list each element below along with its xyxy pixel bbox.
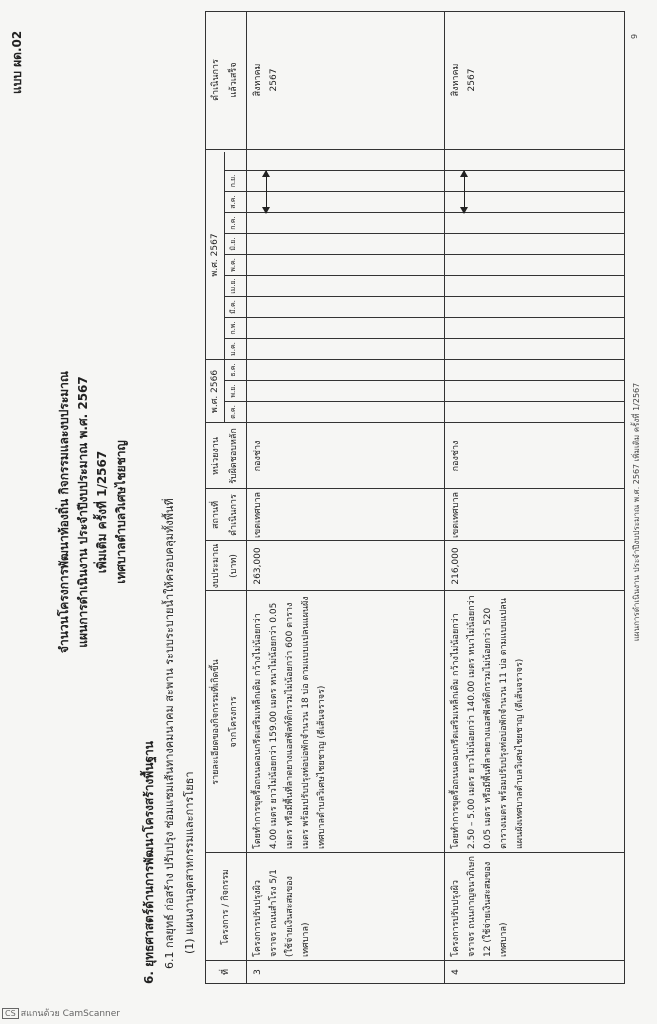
header-detail-2: จากโครงการ — [229, 696, 239, 748]
row-3-project: โครงการปรับปรุงผิวจราจร ถนนสำโรง 5/1 (ใช้จ่ายเงินสะสมของเทศบาล) — [253, 869, 311, 957]
header-agency-2: รับผิดชอบหลัก — [229, 428, 239, 484]
plan-title: (1) แผนงานอุตสาหกรรมและการโยธา — [183, 771, 196, 954]
header-place-1: สถานที่ — [211, 500, 221, 530]
row-4-result-1: สิงหาคม — [451, 63, 461, 97]
row-4-detail: โดยทำการขุดรื้อถนนคอนกรีตเสริมเหล็กเดิม กว้างไม่น้อยกว่า 2.50 – 5.00 เมตร ยาวไม่น้อยกว่า 140.00 เมตร หนาไม่น้อยกว่า 0.05 เมตร หรือมีพื้นที่ลาดยางแอสฟัลท์ติกรวมไม่น้อยกว่า 520 ตารางเมตร พร้อมปรับปรุงท่อบ่อพักจำนวน 11 บ่อ ตามแบบแปลนแผนผังเทศบาลตำบลวิเศษไชยชาญ (ตีเส้นจราจร) — [451, 595, 525, 849]
row-3-place: เขตเทศบาล — [253, 491, 263, 539]
row-3-result-1: สิงหาคม — [253, 63, 263, 97]
month-oct: ต.ค. — [229, 405, 237, 419]
row-4-project: โครงการปรับปรุงผิวจราจร ถนนกาญจนาภิเษก 12 (ใช้จ่ายเงินสะสมของเทศบาล) — [451, 856, 509, 957]
row-4-result-2: 2567 — [467, 68, 477, 92]
month-apr: เม.ย. — [229, 278, 237, 294]
header-budget-2: (บาท) — [229, 554, 239, 578]
month-jan: ม.ค. — [229, 342, 237, 356]
row-4-place: เขตเทศบาล — [451, 491, 461, 539]
plan-table — [205, 11, 625, 984]
header-result-1: ดำเนินการ — [211, 59, 221, 101]
month-dec: ธ.ค. — [229, 363, 237, 377]
row-3-detail: โดยทำการขุดรื้อถนนคอนกรีตเสริมเหล็กเดิม กว้างไม่น้อยกว่า 4.00 เมตร ยาวไม่น้อยกว่า 159.00 เมตร หนาไม่น้อยกว่า 0.05 เมตร หรือมีพื้นที่ลาดยางแอสฟัลท์ติกรวมไม่น้อยกว่า 600 ตารางเมตร พร้อมปรับปรุงท่อบ่อพักจำนวน 18 บ่อ ตามแบบแปลนแผนผังเทศบาลตำบลวิเศษไชยชาญ (ตีเส้นจราจร) — [253, 596, 327, 849]
row-4-agency: กองช่าง — [451, 440, 461, 472]
footer-text: แผนการดำเนินงาน ประจำปีงบประมาณ พ.ศ. 2567 เพิ่มเติม ครั้งที่ 1/2567 — [632, 382, 641, 642]
header-line-1: จำนวนโครงการพัฒนาท้องถิ่น กิจกรรมและงบประมาณ — [57, 370, 71, 654]
header-place-2: ดำเนินการ — [229, 494, 239, 536]
header-result-2: แล้วเสร็จ — [229, 62, 239, 98]
row-4-budget: 216,000 — [451, 547, 461, 585]
month-jun: มิ.ย. — [229, 237, 237, 251]
month-aug: ส.ค. — [229, 195, 237, 209]
camscanner-text: สแกนด้วย CamScanner — [20, 1009, 120, 1019]
header-agency-1: หน่วยงาน — [211, 437, 221, 476]
header-line-2: แผนการดำเนินงาน ประจำปีงบประมาณ พ.ศ. 2567 — [76, 376, 90, 648]
strategy-sub: 6.1 กลยุทธ์ ก่อสร้าง ปรับปรุง ซ่อมแซมเส้นทางคมนาคม สะพาน ระบบระบายน้ำให้ครอบคลุมทั้งพื้นที่ — [163, 498, 176, 969]
header-project: โครงการ / กิจกรรม — [221, 869, 231, 945]
camscanner-watermark — [2, 1006, 120, 1020]
header-line-4: เทศบาลตำบลวิเศษไชยชาญ — [114, 440, 128, 584]
header-line-3: เพิ่มเติม ครั้งที่ 1/2567 — [95, 450, 109, 574]
month-mar: มี.ค. — [229, 300, 237, 314]
month-sep: ก.ย. — [229, 174, 237, 188]
month-jul: ก.ค. — [229, 216, 237, 230]
row-3-agency: กองช่าง — [253, 440, 263, 472]
row-4-no: 4 — [451, 969, 461, 975]
row-3-result-2: 2567 — [269, 68, 279, 92]
header-year-2566: พ.ศ. 2566 — [210, 369, 220, 414]
page-number: 9 — [630, 33, 639, 39]
strategy-title: 6. ยุทธศาสตร์ด้านการพัฒนาโครงสร้างพื้นฐาน — [142, 741, 156, 984]
form-code: แบบ ผด.02 — [10, 30, 24, 94]
row-3-schedule-arrow — [266, 171, 267, 213]
month-may: พ.ค. — [229, 258, 237, 272]
month-nov: พ.ย. — [229, 384, 237, 398]
month-feb: ก.พ. — [229, 321, 237, 335]
row-3-budget: 263,000 — [253, 547, 263, 585]
header-year-2567: พ.ศ. 2567 — [210, 233, 220, 277]
row-3-no: 3 — [253, 969, 263, 975]
camscanner-logo: CS — [2, 1008, 19, 1019]
header-budget-1: งบประมาณ — [211, 543, 221, 589]
header-no: ที่ — [221, 969, 231, 975]
row-4-schedule-arrow — [464, 171, 465, 213]
header-detail-1: รายละเอียดของกิจกรรมที่เกิดขึ้น — [211, 659, 221, 785]
